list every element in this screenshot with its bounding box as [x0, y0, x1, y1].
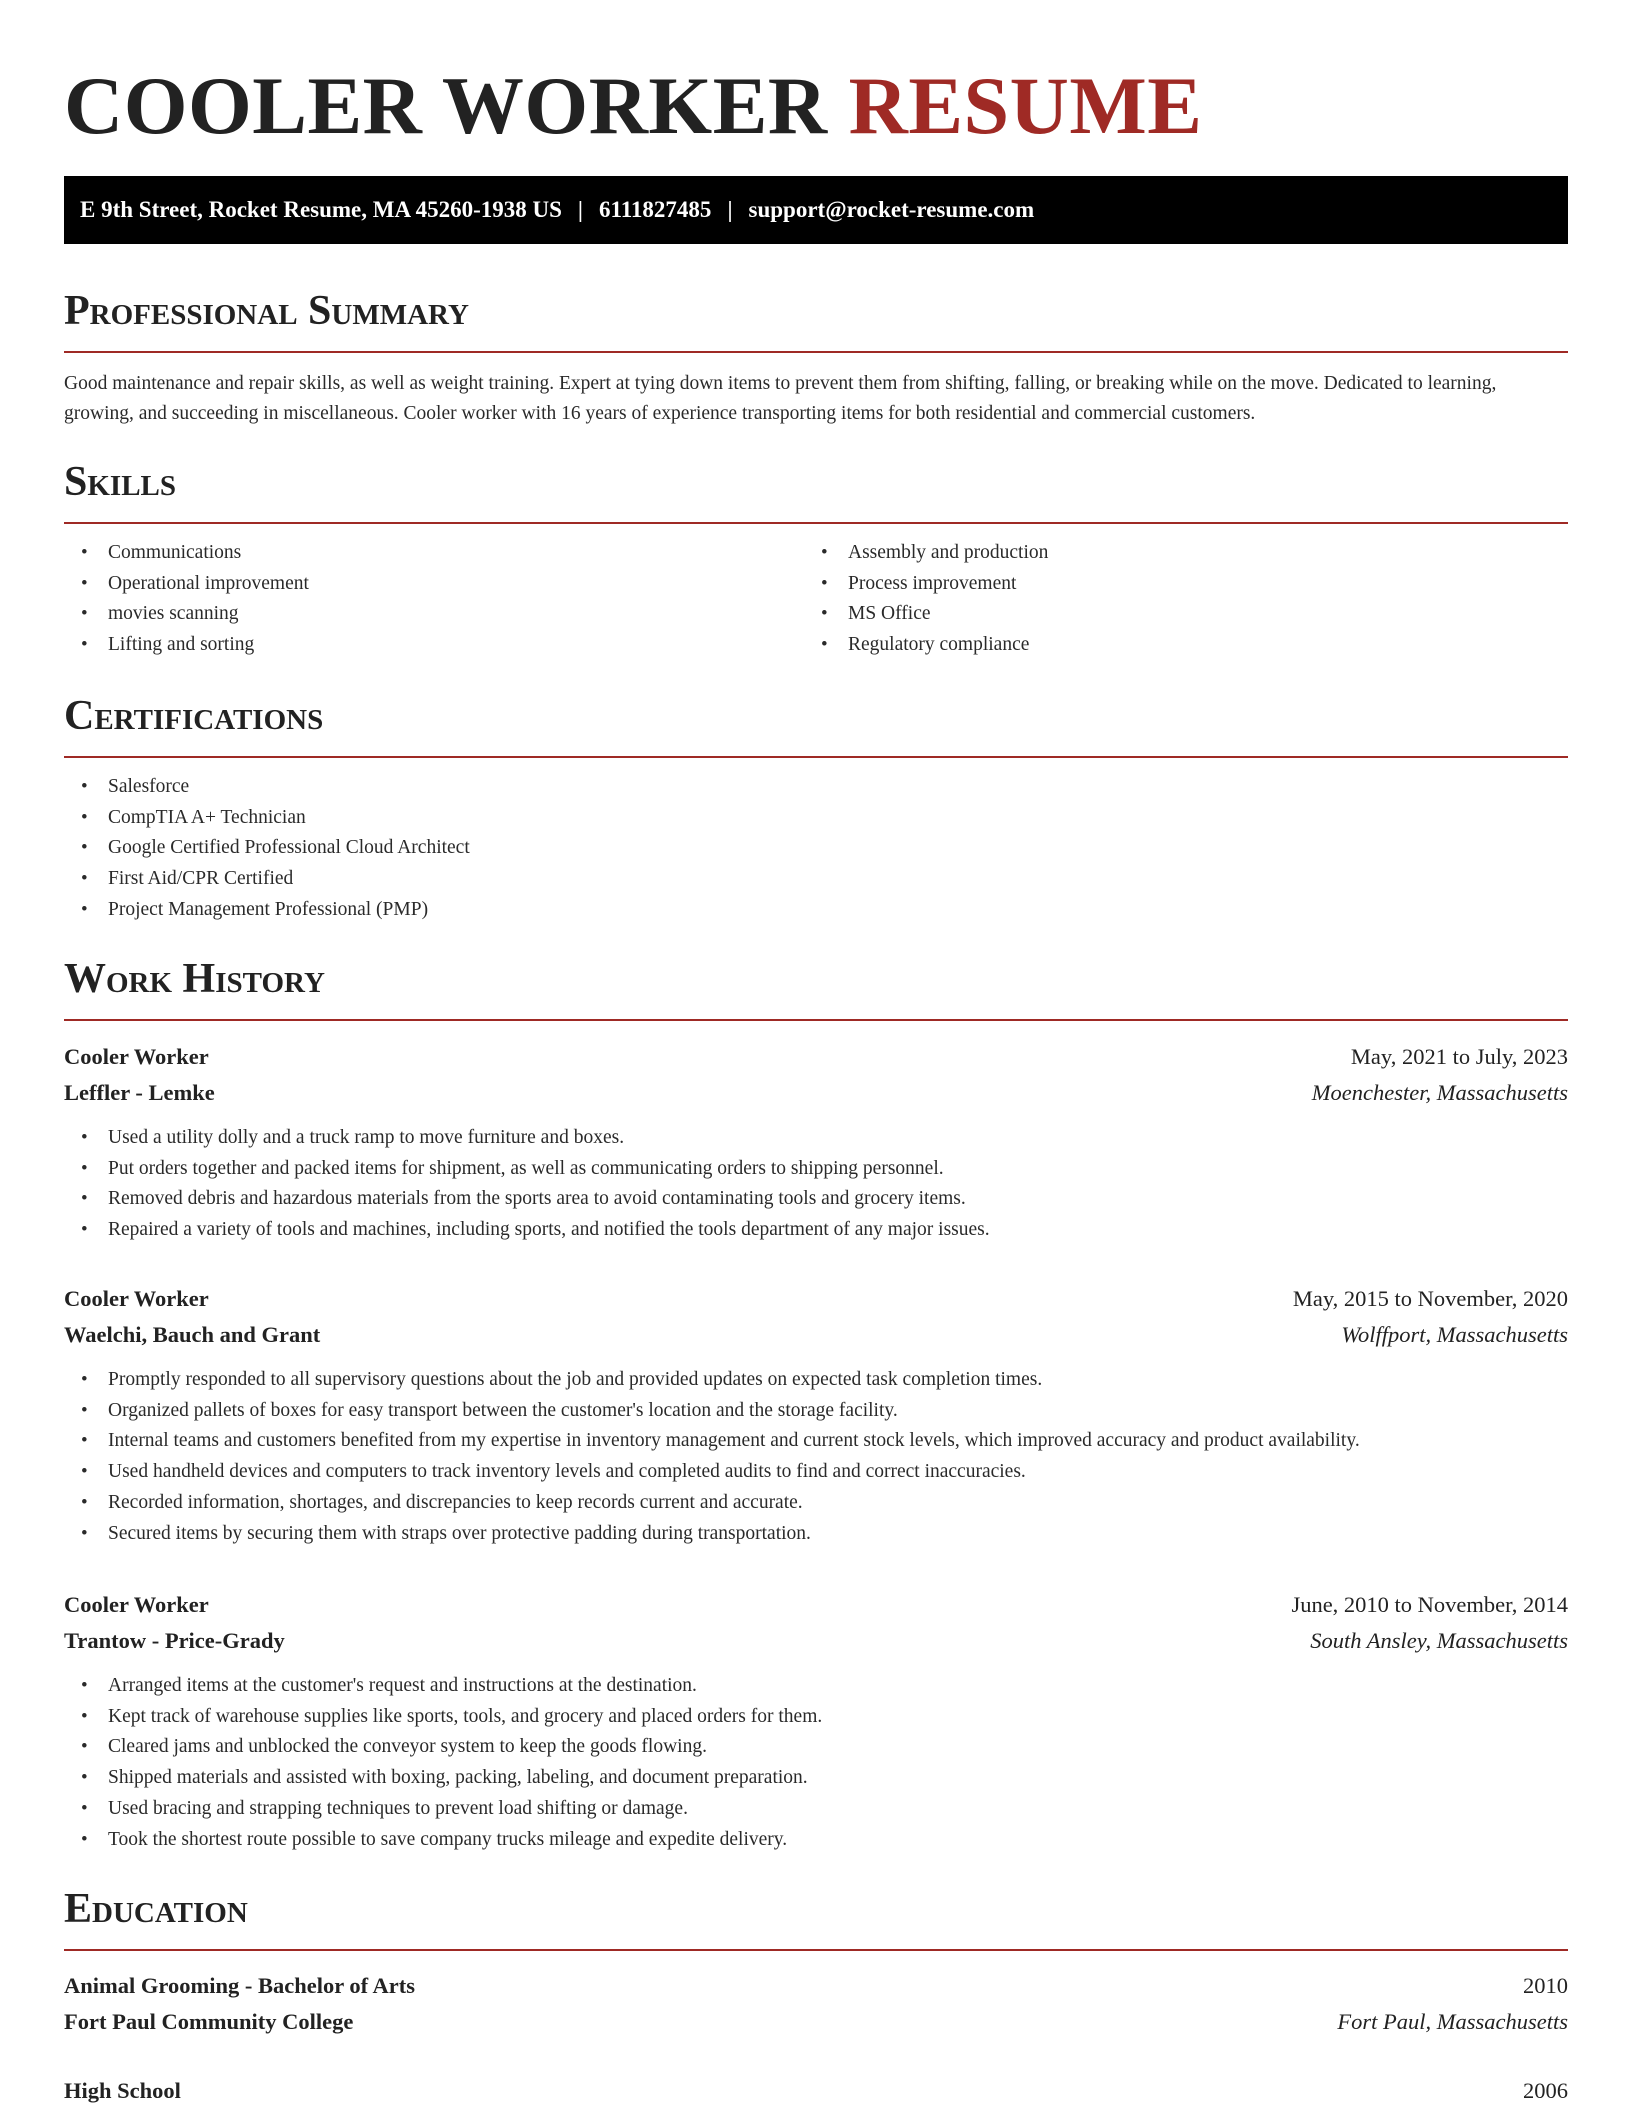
skills-heading: Skills — [64, 459, 177, 505]
job-duties-list — [64, 1123, 1568, 1246]
contact-separator: | — [727, 197, 733, 222]
education-year: 2006 — [1523, 2078, 1568, 2103]
job-duty: • Shipped materials and assisted with boxing, packing, labeling, and document preparation. — [64, 1763, 1568, 1794]
certifications-section — [64, 690, 1568, 926]
job-dates: June, 2010 to November, 2014 — [1291, 1592, 1568, 1617]
work-history-heading: Work History — [64, 956, 325, 1002]
skills-grid — [64, 524, 1568, 661]
job-location: Moenchester, Massachusetts — [1311, 1080, 1568, 1105]
job-location: South Ansley, Massachusetts — [1310, 1628, 1568, 1653]
job-company-row — [64, 1317, 1568, 1353]
job-duties-list — [64, 1671, 1568, 1855]
education-school-row — [64, 2004, 1568, 2040]
education-degree: High School — [64, 2078, 181, 2103]
skill-item: • movies scanning — [64, 599, 804, 630]
skills-section — [64, 456, 1568, 661]
certification-item: • Google Certified Professional Cloud Architect — [64, 833, 1568, 864]
job-duty: • Promptly responded to all supervisory questions about the job and provided updates on expected task completion times. — [64, 1365, 1568, 1396]
job-entry — [64, 1587, 1568, 1855]
skill-item: • MS Office — [804, 599, 1544, 630]
education-section — [64, 1883, 1568, 1951]
resume-page — [64, 0, 1568, 2103]
certifications-heading: Certifications — [64, 693, 324, 739]
section-divider — [64, 1019, 1568, 1021]
skill-item: • Process improvement — [804, 569, 1544, 600]
job-company: Leffler - Lemke — [64, 1080, 215, 1105]
job-entry — [64, 1039, 1568, 1246]
job-duty: • Recorded information, shortages, and discrepancies to keep records current and accurate. — [64, 1488, 1568, 1519]
certifications-list — [64, 772, 1568, 926]
job-entry — [64, 1281, 1568, 1549]
contact-phone: 6111827485 — [598, 197, 712, 222]
contact-email: support@rocket-resume.com — [748, 197, 1035, 222]
job-duty: • Took the shortest route possible to save company trucks mileage and expedite delivery. — [64, 1825, 1568, 1856]
education-heading: Education — [64, 1886, 248, 1932]
work-history-section — [64, 953, 1568, 1021]
job-header-row — [64, 1587, 1568, 1623]
contact-address: E 9th Street, Rocket Resume, MA 45260-1938 US — [80, 197, 562, 222]
skill-item: • Lifting and sorting — [64, 630, 804, 661]
skill-item: • Operational improvement — [64, 569, 804, 600]
job-duty: • Used a utility dolly and a truck ramp to move furniture and boxes. — [64, 1123, 1568, 1154]
skill-item: • Assembly and production — [804, 538, 1544, 569]
job-company: Waelchi, Bauch and Grant — [64, 1322, 321, 1347]
job-duty: • Put orders together and packed items for shipment, as well as communicating orders to shipping personnel. — [64, 1154, 1568, 1185]
contact-separator: | — [577, 197, 583, 222]
education-school: Fort Paul Community College — [64, 2009, 354, 2034]
job-location: Wolffport, Massachusetts — [1341, 1322, 1568, 1347]
section-divider — [64, 756, 1568, 758]
summary-heading: Professional Summary — [64, 288, 469, 334]
education-year: 2010 — [1523, 1973, 1568, 1998]
job-dates: May, 2021 to July, 2023 — [1350, 1044, 1568, 1069]
job-duty: • Kept track of warehouse supplies like sports, tools, and grocery and placed orders for them. — [64, 1702, 1568, 1733]
education-degree-row — [64, 2073, 1568, 2109]
job-title: Cooler Worker — [64, 1044, 209, 1069]
job-duty: • Organized pallets of boxes for easy transport between the customer's location and the storage facility. — [64, 1396, 1568, 1427]
job-company: Trantow - Price-Grady — [64, 1628, 285, 1653]
job-duty: • Arranged items at the customer's request and instructions at the destination. — [64, 1671, 1568, 1702]
job-duty: • Cleared jams and unblocked the conveyor system to keep the goods flowing. — [64, 1732, 1568, 1763]
resume-title-accent: RESUME — [848, 60, 1203, 151]
summary-section — [64, 285, 1568, 429]
job-company-row — [64, 1623, 1568, 1659]
job-title: Cooler Worker — [64, 1592, 209, 1617]
skills-list-right — [804, 538, 1544, 661]
skill-item: • Regulatory compliance — [804, 630, 1544, 661]
job-duty: • Repaired a variety of tools and machines, including sports, and notified the tools department of any major issues. — [64, 1215, 1568, 1246]
job-duty: • Used bracing and strapping techniques to prevent load shifting or damage. — [64, 1794, 1568, 1825]
skills-list-left — [64, 538, 804, 661]
certification-item: • Project Management Professional (PMP) — [64, 895, 1568, 926]
resume-title — [64, 56, 1568, 156]
job-duty: • Removed debris and hazardous materials from the sports area to avoid contaminating tools and grocery items. — [64, 1184, 1568, 1215]
candidate-name: COOLER WORKER — [64, 60, 828, 151]
certification-item: • First Aid/CPR Certified — [64, 864, 1568, 895]
job-duty: • Internal teams and customers benefited from my expertise in inventory management and current stock levels, which improved accuracy and product availability. — [64, 1426, 1568, 1457]
job-duty: • Secured items by securing them with straps over protective padding during transportation. — [64, 1519, 1568, 1550]
education-degree: Animal Grooming - Bachelor of Arts — [64, 1973, 416, 1998]
certification-item: • CompTIA A+ Technician — [64, 803, 1568, 834]
education-entry — [64, 1968, 1568, 2040]
section-divider — [64, 351, 1568, 353]
certification-item: • Salesforce — [64, 772, 1568, 803]
job-header-row — [64, 1039, 1568, 1075]
job-dates: May, 2015 to November, 2020 — [1292, 1286, 1568, 1311]
section-divider — [64, 1949, 1568, 1951]
education-degree-row — [64, 1968, 1568, 2004]
summary-text: Good maintenance and repair skills, as well as weight training. Expert at tying down items to prevent them from shifting, falling, or breaking while on the move. Dedicated to learning, growing, and succeeding in miscellaneous. Cooler worker with 16 years of experience transporting items for both residential and commercial customers. — [64, 373, 1497, 424]
job-header-row — [64, 1281, 1568, 1317]
job-title: Cooler Worker — [64, 1286, 209, 1311]
contact-bar — [64, 176, 1568, 244]
education-location: Fort Paul, Massachusetts — [1337, 2009, 1568, 2034]
education-entry — [64, 2073, 1568, 2109]
job-duties-list — [64, 1365, 1568, 1549]
skill-item: • Communications — [64, 538, 804, 569]
job-duty: • Used handheld devices and computers to track inventory levels and completed audits to find and correct inaccuracies. — [64, 1457, 1568, 1488]
job-company-row — [64, 1075, 1568, 1111]
